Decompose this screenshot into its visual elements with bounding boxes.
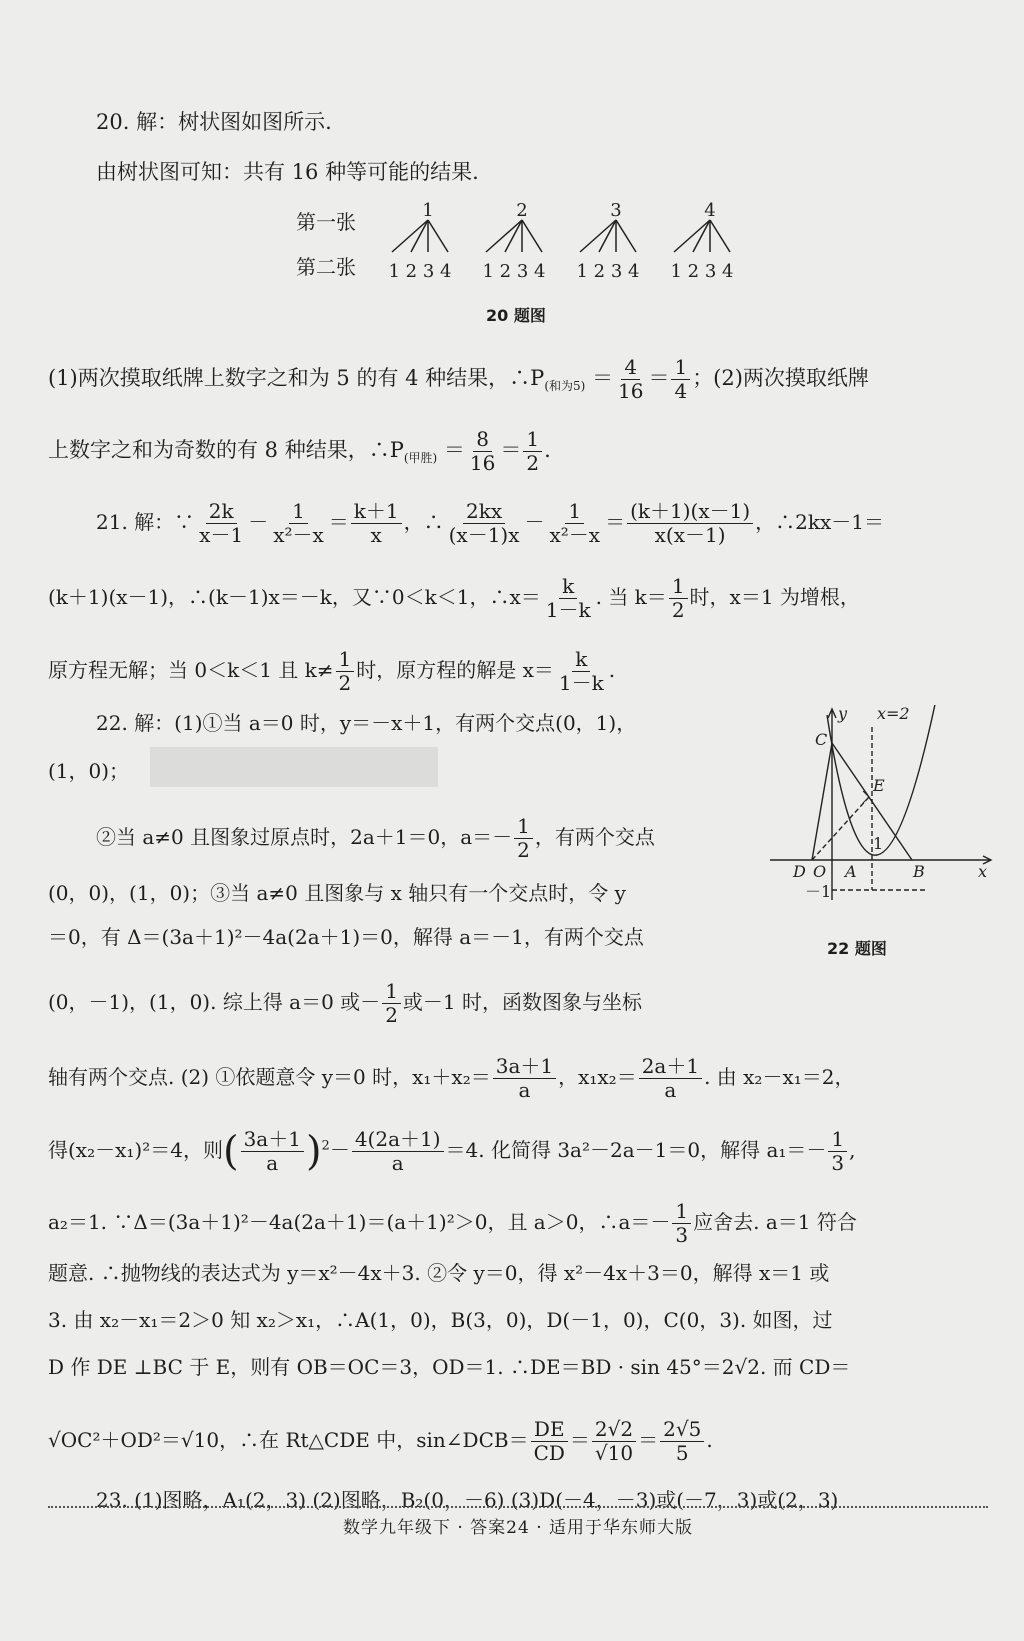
q22-figure xyxy=(765,705,995,905)
tree-branch-1 xyxy=(392,220,448,252)
page-footer: 数学九年级下 · 答案24 · 适用于华东师大版 xyxy=(342,1518,694,1538)
tree-children-3: 1 2 3 4 xyxy=(576,261,640,282)
q22-line1: 22. 解：(1)①当 a＝0 时，y＝－x＋1，有两个交点(0，1)， xyxy=(96,711,637,735)
redacted-box xyxy=(150,747,438,787)
fig-label-O: O xyxy=(813,862,827,881)
tree-parent-3: 3 xyxy=(610,200,622,221)
tree-row2-label: 第二张 xyxy=(296,255,356,279)
q22-figure-caption: 22 题图 xyxy=(827,939,887,958)
fig-label-y: y xyxy=(838,705,848,723)
tree-diagram xyxy=(380,200,750,290)
tree-row1-label: 第一张 xyxy=(296,210,356,234)
fig-label-A: A xyxy=(845,862,857,881)
q22-line7: 轴有两个交点. (2) ①依题意令 y＝0 时，x₁＋x₂＝ $\frac{3a+1}{a}$ ，x₁x₂＝ $\frac{2a+1}{a}$ . 由 x₂－x₁＝2， xyxy=(48,1054,855,1102)
fig-label-minus1: －1 xyxy=(805,882,832,901)
q21-line1: 21. 解：∵ $\frac{2k}{x-1}$ － $\frac{1}{\text{x²－x}}$ ＝ $\frac{k+1}{x}$ ，∴ $\frac{2kx}{(x-1)x}$ － $\frac{1}{\text{x²－x}}$ ＝ $\frac{(k+1)(x-1)}{x(x-1)}$ ，∴2kx－1＝ xyxy=(96,499,884,547)
tree-parent-4: 4 xyxy=(704,200,716,221)
tree-parent-1: 1 xyxy=(422,200,434,221)
line-CD xyxy=(812,743,832,860)
tree-children-1: 1 2 3 4 xyxy=(388,261,452,282)
q20-para1: (1)两次摸取纸牌上数字之和为 5 的有 4 种结果，$\therefore P_{(和为5)}$ ＝ $\frac{4}{16}$ ＝ $\frac{1}{4}$ ；(2)两次摸取纸牌 xyxy=(48,355,869,403)
fig-label-C: C xyxy=(815,730,828,749)
q22-line10: 题意. ∴抛物线的表达式为 y＝x²－4x＋3. ②令 y＝0，得 x²－4x＋3＝0，解得 x＝1 或 xyxy=(48,1261,830,1285)
tree-children-2: 1 2 3 4 xyxy=(482,261,546,282)
tree-caption: 20 题图 xyxy=(486,306,546,325)
fig-label-line: x=2 xyxy=(877,705,910,723)
q22-line5: ＝0，有 Δ＝(3a＋1)²－4a(2a＋1)＝0，解得 a＝－1，有两个交点 xyxy=(48,925,644,949)
q22-line3: ②当 a≠0 且图象过原点时，2a＋1＝0，a＝－ $\frac{1}{2}$ ，有两个交点 xyxy=(96,814,655,862)
fig-label-B: B xyxy=(913,862,925,881)
q22-line11: 3. 由 x₂－x₁＝2＞0 知 x₂＞x₁，∴A(1，0)，B(3，0)，D(－1，0)，C(0，3). 如图，过 xyxy=(48,1308,833,1332)
fig-label-1: 1 xyxy=(873,834,884,853)
q21-line2: (k＋1)(x－1)，∴(k－1)x＝－k，又∵0＜k＜1，∴x＝ $\frac{k}{1-k}$ . 当 k＝ $\frac{1}{2}$ 时，x＝1 为增根， xyxy=(48,574,860,622)
q23-line1: 23. (1)图略，A₁(2，3) (2)图略，B₂(0，－6) (3)D(－4，－3)或(－7，3)或(2，3) xyxy=(96,1488,839,1512)
fig-label-D: D xyxy=(793,862,806,881)
q22-line13: √OC²＋OD²＝√10，∴在 Rt△CDE 中，sin∠DCB＝ $\frac{DE}{CD}$ ＝ $\frac{2√2}{√10}$ ＝ $\frac{2√5}{5}$ . xyxy=(48,1417,713,1465)
q22-line9: a₂＝1. ∵Δ＝(3a＋1)²－4a(2a＋1)＝(a＋1)²＞0，且 a＞0，∴a＝－ $\frac{1}{3}$ 应舍去. a＝1 符合 xyxy=(48,1199,857,1247)
q20-para2: 上数字之和为奇数的有 8 种结果，$\therefore P_{(甲胜)}$ ＝ $\frac{8}{16}$ ＝ $\frac{1}{2}$ . xyxy=(48,427,551,475)
tree-branch-3 xyxy=(580,220,636,252)
fig-label-E: E xyxy=(873,776,885,795)
tree-parent-2: 2 xyxy=(516,200,528,221)
q20-line2: 由树状图可知：共有 16 种等可能的结果. xyxy=(96,160,479,184)
tree-children-4: 1 2 3 4 xyxy=(670,261,734,282)
footer-divider xyxy=(48,1506,988,1508)
q22-line6: (0，－1)，(1，0). 综上得 a＝0 或－ $\frac{1}{2}$ 或－1 时，函数图象与坐标 xyxy=(48,979,643,1027)
ghost xyxy=(832,710,950,858)
q22-line12: D 作 DE ⊥BC 于 E，则有 OB＝OC＝3，OD＝1. ∴DE＝BD · sin 45°＝2√2. 而 CD＝ xyxy=(48,1355,851,1379)
fig-label-x: x xyxy=(978,862,988,881)
q22-line2: (1，0)； xyxy=(48,759,130,783)
tree-branch-4 xyxy=(674,220,730,252)
q21-line3: 原方程无解；当 0＜k＜1 且 k≠ $\frac{1}{2}$ 时，原方程的解是 x＝ $\frac{k}{1-k}$ . xyxy=(48,647,616,695)
tree-branch-2 xyxy=(486,220,542,252)
q22-line4: (0，0)，(1，0)；③当 a≠0 且图象与 x 轴只有一个交点时，令 y xyxy=(48,881,626,905)
q20-line1: 20. 解：树状图如图所示. xyxy=(96,110,332,134)
q22-line8: 得(x₂－x₁)²＝4，则( $\frac{3a+1}{a}$ )$^2$－ $\frac{4(2a+1)}{a}$ ＝4. 化简得 3a²－2a－1＝0，解得 a₁＝－ $\frac{1}{3}$ , xyxy=(48,1127,856,1175)
